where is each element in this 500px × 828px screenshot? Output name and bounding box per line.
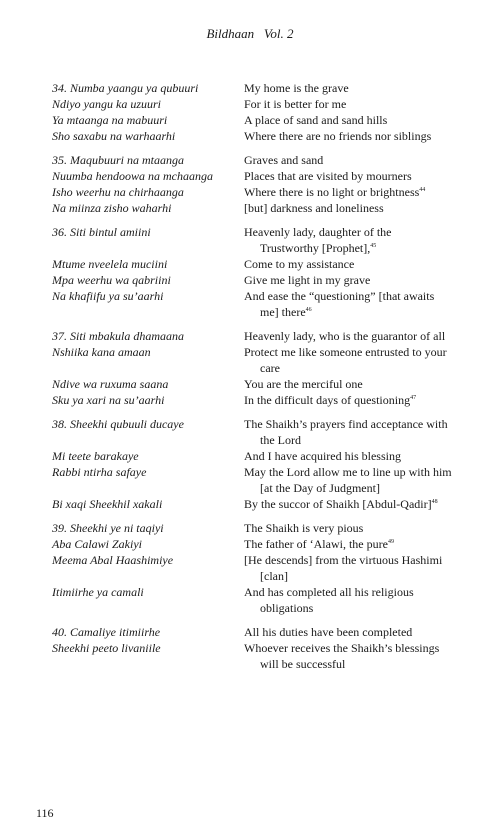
somali-verse-text: Ndive wa ruxuma saana bbox=[52, 377, 169, 391]
somali-verse-text: Mpa weerhu wa qabriini bbox=[52, 273, 171, 287]
somali-verse-text: Sho saxabu na warhaarhi bbox=[52, 129, 176, 143]
poem-body bbox=[52, 80, 452, 672]
english-translation bbox=[244, 80, 452, 96]
verse-line bbox=[52, 416, 452, 448]
english-translation-text: [He descends] from the virtuous Hashimi [clan] bbox=[244, 553, 443, 583]
verse-line bbox=[52, 496, 452, 512]
english-translation bbox=[244, 392, 452, 408]
english-translation bbox=[244, 272, 452, 288]
verse-line bbox=[52, 624, 452, 640]
english-translation bbox=[244, 376, 452, 392]
verse-line bbox=[52, 328, 452, 344]
english-translation-text: And ease the “questioning” [that awaits me] there bbox=[244, 289, 435, 319]
footnote-marker: 49 bbox=[387, 539, 394, 545]
english-translation bbox=[244, 200, 452, 216]
somali-verse-text: Sku ya xari na su’aarhi bbox=[52, 393, 165, 407]
somali-verse-text: Itimiirhe ya camali bbox=[52, 585, 144, 599]
english-translation-text: Graves and sand bbox=[244, 153, 324, 167]
verse-line bbox=[52, 80, 452, 96]
somali-verse-text: 37. Siti mbakula dhamaana bbox=[52, 329, 184, 343]
somali-verse-text: 35. Maqubuuri na mtaanga bbox=[52, 153, 184, 167]
verse-line bbox=[52, 584, 452, 616]
english-translation bbox=[244, 288, 452, 320]
english-translation-text: For it is better for me bbox=[244, 97, 347, 111]
english-translation bbox=[244, 584, 452, 616]
english-translation bbox=[244, 448, 452, 464]
somali-verse-text: Ndiyo yangu ka uzuuri bbox=[52, 97, 161, 111]
somali-verse-text: Na khafiifu ya su’aarhi bbox=[52, 289, 164, 303]
header-title: Bildhaan bbox=[206, 26, 255, 41]
english-translation bbox=[244, 184, 452, 200]
somali-verse-text: Nuumba hendoowa na mchaanga bbox=[52, 169, 213, 183]
english-translation bbox=[244, 536, 452, 552]
somali-verse-text: Mtume nveelela muciini bbox=[52, 257, 168, 271]
english-translation-text: Heavenly lady, daughter of the Trustworthy [Prophet], bbox=[244, 225, 392, 255]
somali-verse-text: Rabbi ntirha safaye bbox=[52, 465, 147, 479]
verse-line bbox=[52, 200, 452, 216]
verse-line bbox=[52, 112, 452, 128]
english-translation-text: A place of sand and sand hills bbox=[244, 113, 388, 127]
english-translation bbox=[244, 256, 452, 272]
verse-line bbox=[52, 272, 452, 288]
footnote-marker: 48 bbox=[431, 499, 438, 505]
english-translation-text: By the succor of Shaikh [Abdul-Qadir] bbox=[244, 497, 432, 511]
english-translation bbox=[244, 344, 452, 376]
english-translation bbox=[244, 640, 452, 672]
english-translation-text: And I have acquired his blessing bbox=[244, 449, 401, 463]
somali-verse-text: Nshiika kana amaan bbox=[52, 345, 151, 359]
somali-verse-text: Ya mtaanga na mabuuri bbox=[52, 113, 168, 127]
verse-line bbox=[52, 464, 452, 496]
english-translation bbox=[244, 128, 452, 144]
english-translation bbox=[244, 624, 452, 640]
running-header bbox=[0, 26, 500, 42]
english-translation-text: The Shaikh is very pious bbox=[244, 521, 364, 535]
somali-verse-text: Aba Calawi Zakiyi bbox=[52, 537, 142, 551]
verse-line bbox=[52, 376, 452, 392]
footnote-marker: 47 bbox=[410, 395, 417, 401]
somali-verse-text: Bi xaqi Sheekhil xakali bbox=[52, 497, 163, 511]
verse-line bbox=[52, 640, 452, 672]
english-translation bbox=[244, 112, 452, 128]
english-translation bbox=[244, 328, 452, 344]
english-translation-text: Places that are visited by mourners bbox=[244, 169, 412, 183]
english-translation bbox=[244, 520, 452, 536]
english-translation-text: In the difficult days of questioning bbox=[244, 393, 411, 407]
somali-verse-text: Na miinza zisho waharhi bbox=[52, 201, 172, 215]
somali-verse-text: 34. Numba yaangu ya qubuuri bbox=[52, 81, 199, 95]
verse-line bbox=[52, 392, 452, 408]
verse-line bbox=[52, 128, 452, 144]
verse-line bbox=[52, 168, 452, 184]
verse-line bbox=[52, 448, 452, 464]
verse-line bbox=[52, 552, 452, 584]
english-translation-text: And has completed all his religious obligations bbox=[244, 585, 414, 615]
footnote-marker: 44 bbox=[419, 187, 426, 193]
somali-verse-text: 36. Siti bintul amiini bbox=[52, 225, 151, 239]
english-translation bbox=[244, 416, 452, 448]
somali-verse-text: 39. Sheekhi ye ni taqiyi bbox=[52, 521, 164, 535]
verse-line bbox=[52, 152, 452, 168]
english-translation-text: The Shaikh’s prayers find acceptance with the Lord bbox=[244, 417, 448, 447]
footnote-marker: 46 bbox=[305, 307, 312, 313]
english-translation bbox=[244, 552, 452, 584]
english-translation-text: Give me light in my grave bbox=[244, 273, 371, 287]
english-translation bbox=[244, 464, 452, 496]
english-translation-text: Protect me like someone entrusted to your care bbox=[244, 345, 447, 375]
english-translation-text: [but] darkness and loneliness bbox=[244, 201, 384, 215]
english-translation bbox=[244, 168, 452, 184]
english-translation-text: May the Lord allow me to line up with him [at the Day of Judgment] bbox=[244, 465, 452, 495]
somali-verse-text: Isho weerhu na chirhaanga bbox=[52, 185, 184, 199]
somali-verse-text: 38. Sheekhi qubuuli ducaye bbox=[52, 417, 184, 431]
somali-verse-text: 40. Camaliye itimiirhe bbox=[52, 625, 161, 639]
verse-line bbox=[52, 344, 452, 376]
english-translation bbox=[244, 96, 452, 112]
english-translation-text: The father of ‘Alawi, the pure bbox=[244, 537, 388, 551]
header-volume: Vol. 2 bbox=[263, 26, 294, 41]
english-translation-text: You are the merciful one bbox=[244, 377, 363, 391]
somali-verse-text: Meema Abal Haashimiye bbox=[52, 553, 174, 567]
english-translation bbox=[244, 224, 452, 256]
english-translation-text: Whoever receives the Shaikh’s blessings will be successful bbox=[244, 641, 440, 671]
english-translation-text: Where there are no friends nor siblings bbox=[244, 129, 432, 143]
somali-verse-text: Sheekhi peeto livaniile bbox=[52, 641, 161, 655]
somali-verse-text: Mi teete barakaye bbox=[52, 449, 139, 463]
verse-line bbox=[52, 96, 452, 112]
english-translation-text: Come to my assistance bbox=[244, 257, 355, 271]
verse-line bbox=[52, 288, 452, 320]
english-translation bbox=[244, 496, 452, 512]
english-translation-text: Heavenly lady, who is the guarantor of all bbox=[244, 329, 446, 343]
verse-line bbox=[52, 256, 452, 272]
verse-line bbox=[52, 520, 452, 536]
english-translation bbox=[244, 152, 452, 168]
verse-line bbox=[52, 184, 452, 200]
english-translation-text: My home is the grave bbox=[244, 81, 349, 95]
verse-line bbox=[52, 536, 452, 552]
footnote-marker: 45 bbox=[370, 243, 377, 249]
english-translation-text: All his duties have been completed bbox=[244, 625, 413, 639]
verse-line bbox=[52, 224, 452, 256]
english-translation-text: Where there is no light or brightness bbox=[244, 185, 420, 199]
page-number: 116 bbox=[36, 806, 54, 820]
